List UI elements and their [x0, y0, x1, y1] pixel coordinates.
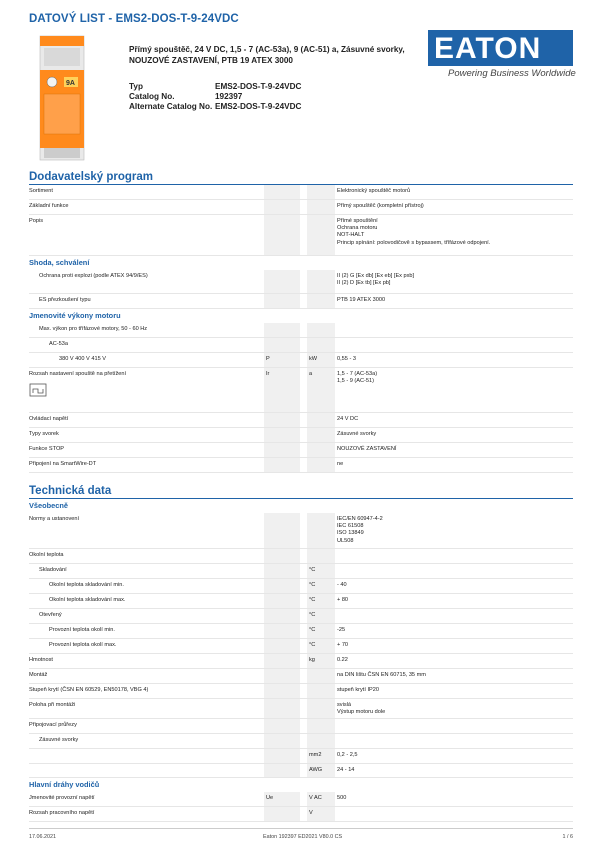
footer-rule — [29, 828, 573, 829]
table-row — [29, 792, 573, 807]
row-symbol-cell — [264, 807, 300, 821]
row-symbol-cell — [264, 413, 300, 427]
table-technical — [29, 499, 573, 822]
row-value: na DIN lištu ČSN EN 60715, 35 mm — [337, 672, 426, 678]
row-symbol-cell — [264, 443, 300, 457]
row-value: Zásuvné svorky — [337, 431, 377, 437]
row-value: Přímé spouštění Ochrana motoru NOT-HALT Princip spínání: polovodičově s bypassem, třífázové odpojení. — [337, 218, 491, 246]
table-row — [29, 639, 573, 654]
table-row — [29, 624, 573, 639]
row-label: Zásuvné svorky — [39, 737, 79, 743]
section-title-technical: Technická data — [29, 485, 112, 497]
table-row — [29, 353, 573, 368]
row-unit: °C — [309, 642, 316, 648]
row-unit-cell — [307, 338, 335, 352]
row-unit-cell — [307, 699, 335, 718]
row-unit-cell — [307, 323, 335, 337]
row-label: Otevřený — [39, 612, 62, 618]
logo-tagline: Powering Business Worldwide — [448, 68, 576, 79]
row-label: Okolní teplota — [29, 552, 64, 558]
row-unit-cell — [307, 215, 335, 255]
row-value: 0,55 - 3 — [337, 356, 356, 362]
row-unit-cell — [307, 669, 335, 683]
row-value: svislá Výstup motoru dole — [337, 702, 386, 716]
product-rating-label: 9A — [66, 80, 75, 87]
table-row — [29, 579, 573, 594]
row-unit-cell — [307, 684, 335, 698]
row-label: Připojení na SmartWire-DT — [29, 461, 97, 467]
row-unit-cell — [307, 353, 335, 367]
logo-word: EATON — [434, 32, 542, 65]
table-row — [29, 185, 573, 200]
row-unit-cell — [307, 549, 335, 563]
row-label: Poloha při montáži — [29, 702, 76, 708]
row-symbol-cell — [264, 624, 300, 638]
row-value: 24 V DC — [337, 416, 359, 422]
table-program — [29, 185, 573, 473]
row-unit: mm2 — [309, 752, 322, 758]
row-symbol-cell — [264, 654, 300, 668]
row-symbol: Ue — [266, 795, 274, 801]
row-symbol: Ir — [266, 371, 270, 377]
table-row — [29, 807, 573, 822]
row-label: Rozsah nastavení spouště na přetížení — [29, 371, 127, 377]
meta-key: Catalog No. — [129, 92, 175, 101]
page-title: DATOVÝ LIST - EMS2-DOS-T-9-24VDC — [29, 13, 239, 25]
row-symbol-cell — [264, 792, 300, 806]
row-label: Okolní teplota skladování max. — [49, 597, 126, 603]
row-value: NOUZOVÉ ZASTAVENÍ — [337, 446, 397, 452]
subsection-header — [29, 256, 573, 270]
meta-value: 192397 — [215, 92, 243, 101]
table-row — [29, 294, 573, 309]
row-unit: °C — [309, 597, 316, 603]
table-row — [29, 699, 573, 719]
row-value: 500 — [337, 795, 347, 801]
row-symbol: P — [266, 356, 270, 362]
row-unit-cell — [307, 609, 335, 623]
row-symbol-cell — [264, 513, 300, 548]
table-row — [29, 428, 573, 443]
row-label: Hmotnost — [29, 657, 53, 663]
row-value: 0.22 — [337, 657, 348, 663]
row-symbol-cell — [264, 323, 300, 337]
row-label: AC-53a — [49, 341, 68, 347]
row-label: Max. výkon pro třífázové motory, 50 - 60 Hz — [39, 326, 148, 332]
row-unit: °C — [309, 582, 316, 588]
row-value: - 40 — [337, 582, 347, 588]
table-row — [29, 215, 573, 256]
row-symbol-cell — [264, 458, 300, 472]
row-symbol-cell — [264, 699, 300, 718]
row-unit-cell — [307, 792, 335, 806]
row-unit-cell — [307, 734, 335, 748]
row-symbol-cell — [264, 564, 300, 578]
row-unit: V AC — [309, 795, 322, 801]
row-symbol-cell — [264, 200, 300, 214]
table-row — [29, 719, 573, 734]
row-label: ES přezkoušení typu — [39, 297, 91, 303]
meta-block — [129, 82, 301, 112]
row-label: Funkce STOP — [29, 446, 65, 452]
row-unit-cell — [307, 594, 335, 608]
row-symbol-cell — [264, 353, 300, 367]
table-row — [29, 270, 573, 294]
row-symbol-cell — [264, 669, 300, 683]
footer-document-id: Eaton 192397 ED2021 V80.0 CS — [263, 834, 343, 840]
meta-key: Alternate Catalog No. — [129, 102, 213, 111]
row-value: -25 — [337, 627, 346, 633]
row-unit-cell — [307, 579, 335, 593]
row-unit-cell — [307, 513, 335, 548]
row-unit-cell — [307, 368, 335, 412]
row-unit: °C — [309, 612, 316, 618]
row-symbol-cell — [264, 684, 300, 698]
row-value: PTB 19 ATEX 3000 — [337, 297, 386, 303]
row-symbol-cell — [264, 639, 300, 653]
row-unit: a — [309, 371, 313, 377]
row-label: Stupeň krytí (ČSN EN 60529, EN50178, VBG 4) — [29, 687, 149, 693]
row-symbol-cell — [264, 294, 300, 308]
table-row — [29, 654, 573, 669]
row-unit-cell — [307, 749, 335, 763]
meta-value: EMS2-DOS-T-9-24VDC — [215, 82, 302, 91]
table-row — [29, 513, 573, 549]
row-unit-cell — [307, 624, 335, 638]
row-symbol-cell — [264, 594, 300, 608]
row-symbol-cell — [264, 764, 300, 777]
table-row — [29, 764, 573, 778]
subsection-header — [29, 778, 573, 792]
row-label: Skladování — [39, 567, 67, 573]
row-label: Ochrana proti explozi (podle ATEX 94/9/ES) — [39, 273, 148, 279]
row-value: Elektronický spouštěč motorů — [337, 188, 411, 194]
row-unit-cell — [307, 428, 335, 442]
row-label: Okolní teplota skladování min. — [49, 582, 124, 588]
row-value: Přímý spouštěč (kompletní přístroj) — [337, 203, 424, 209]
row-label: Ovládací napětí — [29, 416, 69, 422]
row-symbol-cell — [264, 368, 300, 412]
table-row — [29, 323, 573, 338]
row-label: Provozní teplota okolí min. — [49, 627, 115, 633]
row-value: ne — [337, 461, 344, 467]
table-row — [29, 669, 573, 684]
meta-key: Typ — [129, 82, 143, 91]
row-label: Rozsah pracovního napětí — [29, 810, 95, 816]
row-symbol-cell — [264, 428, 300, 442]
row-value: 24 - 14 — [337, 767, 355, 773]
row-symbol-cell — [264, 549, 300, 563]
row-unit-cell — [307, 639, 335, 653]
row-value: 1,5 - 7 (AC-53a) 1,5 - 9 (AC-51) — [337, 371, 378, 385]
table-row — [29, 749, 573, 764]
row-value: + 70 — [337, 642, 349, 648]
overload-relay-icon — [29, 383, 47, 397]
row-unit: °C — [309, 627, 316, 633]
row-unit-cell — [307, 200, 335, 214]
product-image — [36, 34, 88, 162]
row-value: 0,2 - 2,5 — [337, 752, 358, 758]
table-row — [29, 684, 573, 699]
row-label: Jmenovité provozní napětí — [29, 795, 95, 801]
row-symbol-cell — [264, 749, 300, 763]
subsection-title: Jmenovité výkony motoru — [29, 311, 121, 320]
table-row — [29, 413, 573, 428]
table-row — [29, 338, 573, 353]
table-row — [29, 443, 573, 458]
row-label: Typy svorek — [29, 431, 59, 437]
section-title-program: Dodavatelský program — [29, 171, 153, 183]
row-symbol-cell — [264, 270, 300, 293]
subsection-header — [29, 309, 573, 323]
row-label: Normy a ustanovení — [29, 516, 80, 522]
row-symbol-cell — [264, 185, 300, 199]
row-unit-cell — [307, 185, 335, 199]
row-label: Základní funkce — [29, 203, 69, 209]
row-unit-cell — [307, 654, 335, 668]
row-unit-cell — [307, 564, 335, 578]
row-unit-cell — [307, 443, 335, 457]
table-row — [29, 368, 573, 413]
row-unit-cell — [307, 458, 335, 472]
row-unit-cell — [307, 807, 335, 821]
row-value: II (2) G [Ex db] [Ex eb] [Ex pxb] II (2) D [Ex tb] [Ex pb] — [337, 273, 415, 287]
row-label: Montáž — [29, 672, 48, 678]
row-symbol-cell — [264, 734, 300, 748]
row-symbol-cell — [264, 719, 300, 733]
footer-page-number: 1 / 6 — [562, 834, 573, 840]
subsection-title: Shoda, schválení — [29, 258, 90, 267]
table-row — [29, 609, 573, 624]
row-unit: kW — [309, 356, 318, 362]
table-row — [29, 564, 573, 579]
row-unit: V — [309, 810, 313, 816]
row-symbol-cell — [264, 579, 300, 593]
footer-date: 17.06.2021 — [29, 834, 56, 840]
row-unit-cell — [307, 294, 335, 308]
row-unit: AWG — [309, 767, 323, 773]
row-unit: kg — [309, 657, 315, 663]
meta-value: EMS2-DOS-T-9-24VDC — [215, 102, 302, 111]
eaton-logo — [428, 30, 576, 82]
product-description: Přímý spouštěč, 24 V DC, 1,5 - 7 (AC-53a), 9 (AC-51) a, Zásuvné svorky, NOUZOVÉ ZASTAVENÍ, PTB 19 ATEX 3000 — [129, 45, 405, 65]
row-value: IEC/EN 60947-4-2 IEC 61508 ISO 13849 UL508 — [337, 516, 383, 544]
row-unit-cell — [307, 764, 335, 777]
table-row — [29, 200, 573, 215]
row-label: Připojovací průřezy — [29, 722, 77, 728]
row-label: 380 V 400 V 415 V — [59, 356, 106, 362]
subsection-title: Všeobecně — [29, 501, 69, 510]
row-unit-cell — [307, 413, 335, 427]
table-row — [29, 549, 573, 564]
row-label: Popis — [29, 218, 43, 224]
table-row — [29, 734, 573, 749]
row-symbol-cell — [264, 609, 300, 623]
row-label: Sortiment — [29, 188, 53, 194]
row-symbol-cell — [264, 215, 300, 255]
row-unit-cell — [307, 719, 335, 733]
row-value: + 80 — [337, 597, 349, 603]
subsection-title: Hlavní dráhy vodičů — [29, 780, 100, 789]
row-value: stupeň krytí IP20 — [337, 687, 379, 693]
subsection-header — [29, 499, 573, 513]
row-unit-cell — [307, 270, 335, 293]
table-row — [29, 458, 573, 473]
row-symbol-cell — [264, 338, 300, 352]
row-unit: °C — [309, 567, 316, 573]
row-label: Provozní teplota okolí max. — [49, 642, 117, 648]
table-row — [29, 594, 573, 609]
